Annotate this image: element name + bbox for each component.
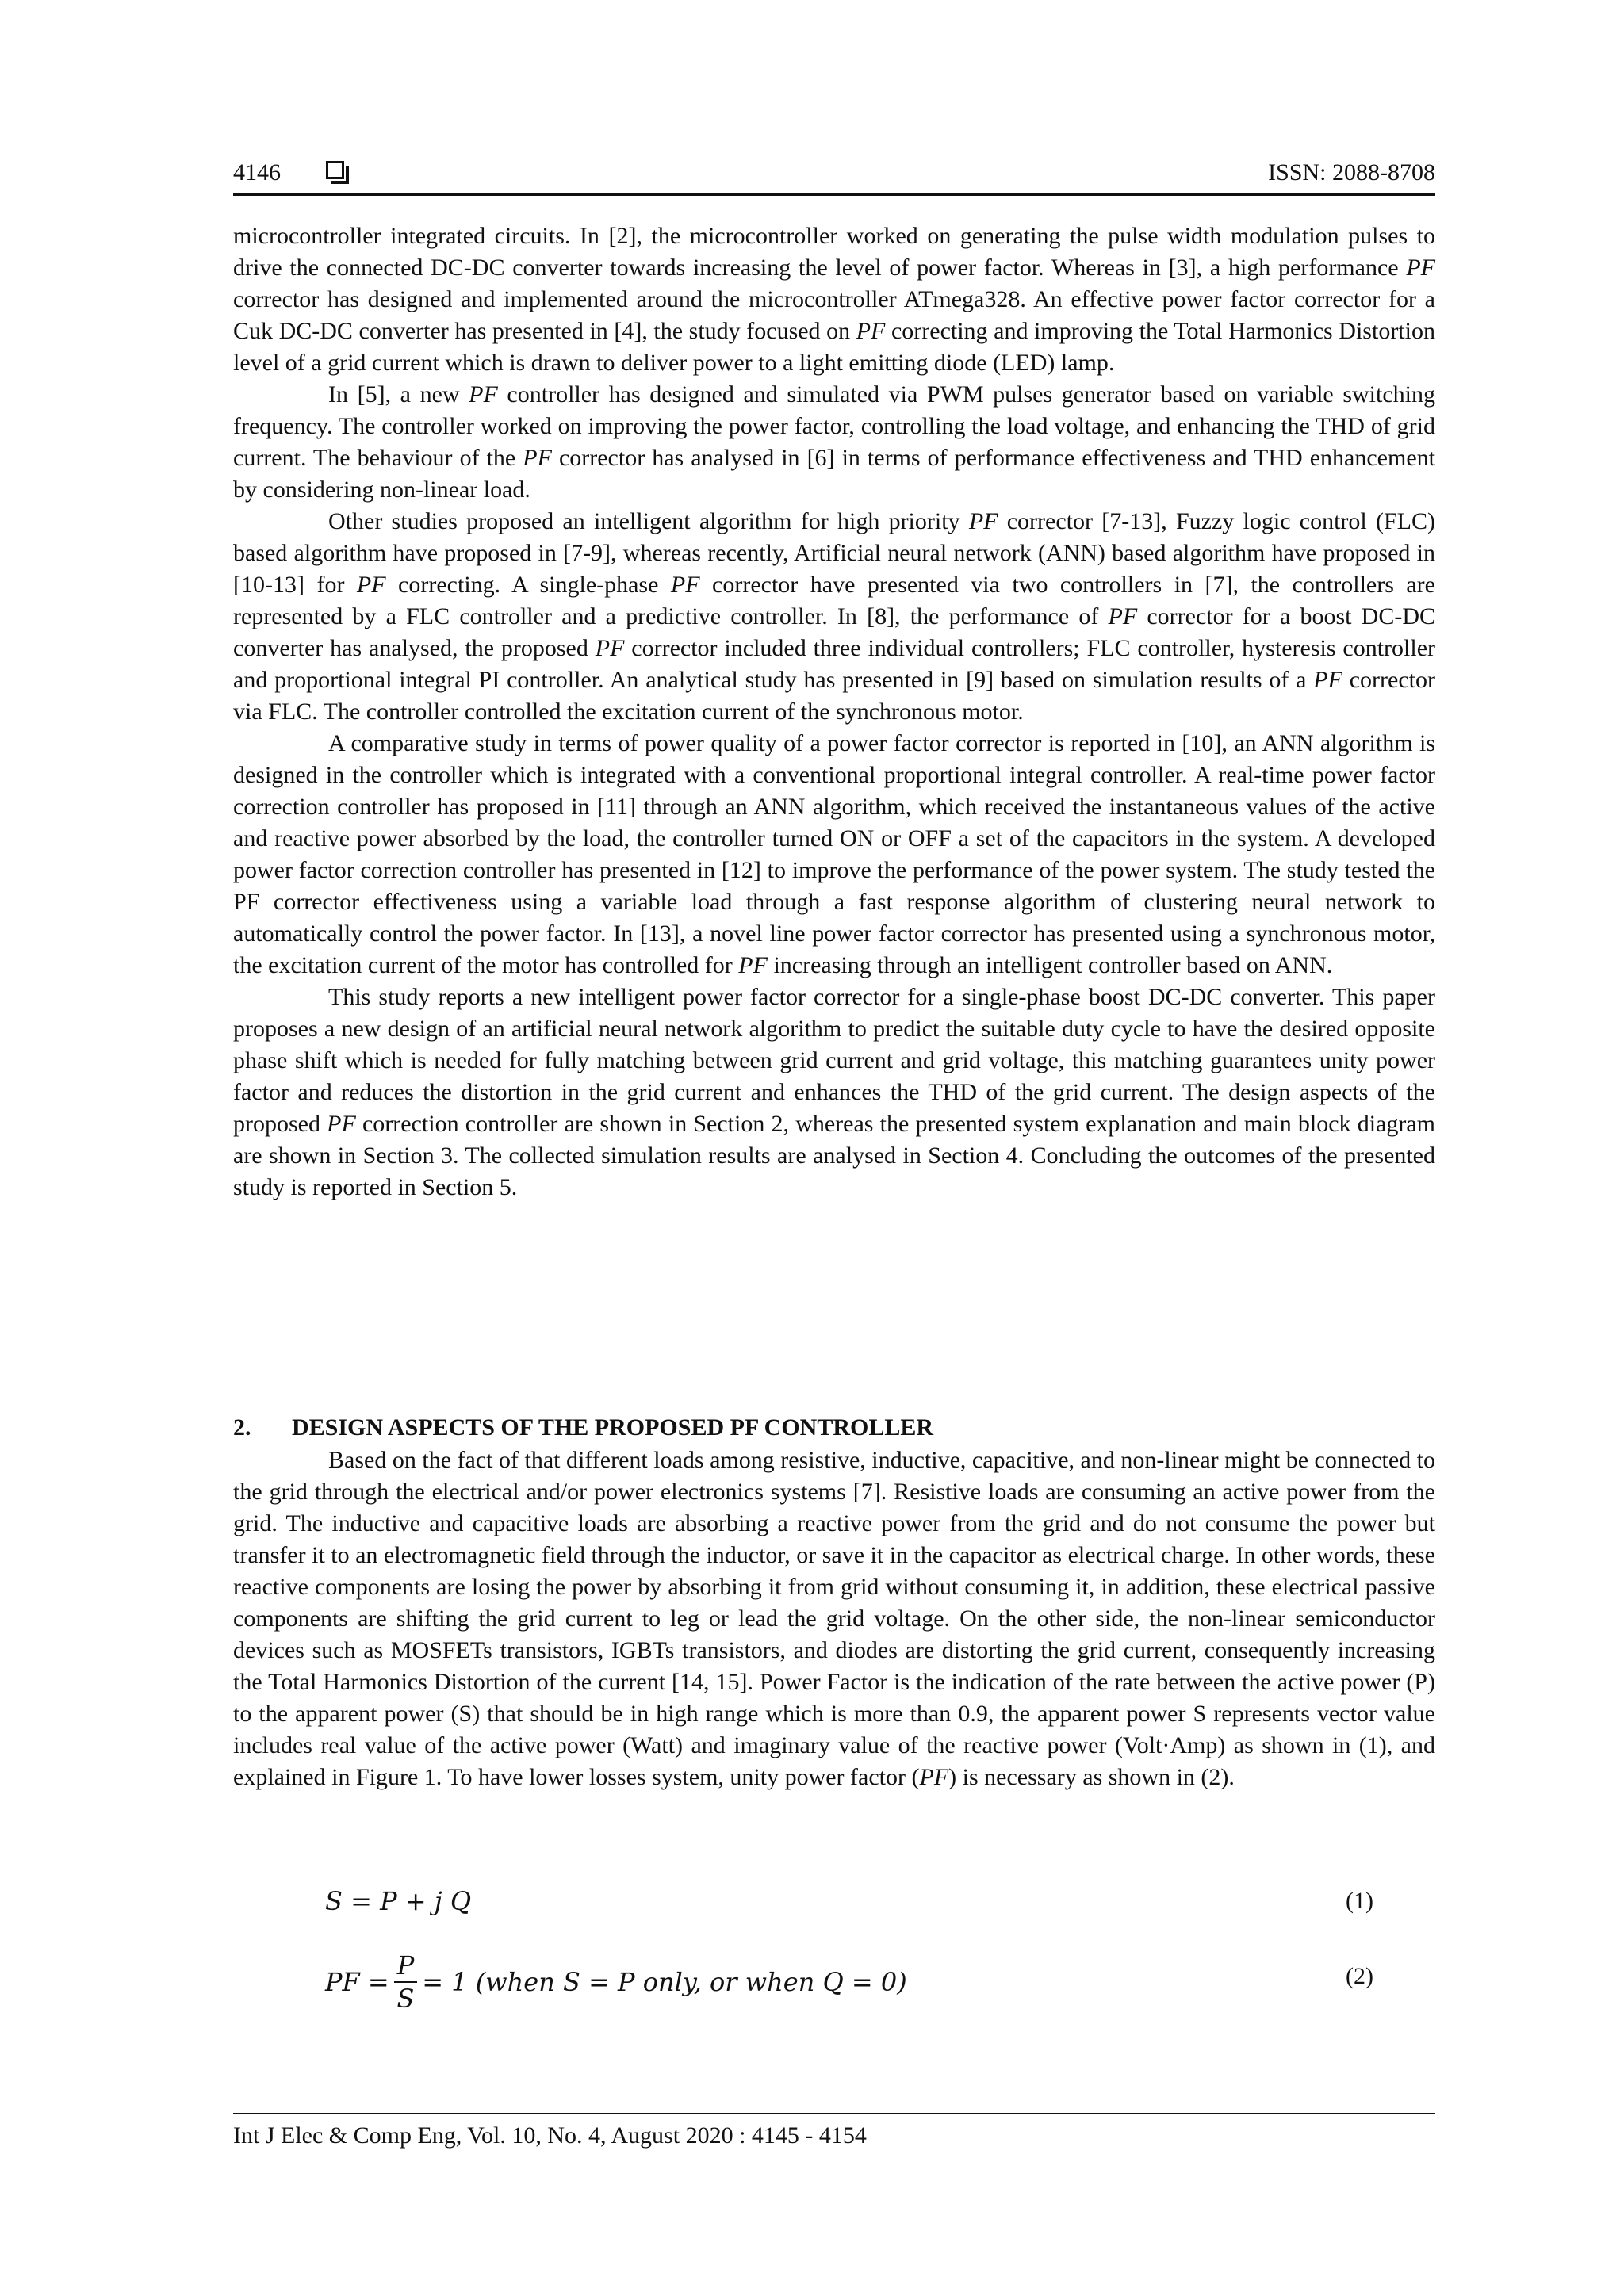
fraction-numerator: P xyxy=(394,1950,418,1983)
paragraph: A comparative study in terms of power quality of a power factor corrector is reported in [10], an ANN algorithm is designed in the controller which is integrated with a conventional proportional integral controller. A real-time power factor correction controller has proposed in [11] through an ANN algorithm, which received the instantaneous values of the active and reactive power absorbed by the load, the controller turned ON or OFF a set of the capacitors in the system. A developed power factor correction controller has presented in [12] to improve the performance of the power system. The study tested the PF corrector effectiveness using a variable load through a fast response algorithm of clustering neural network to automatically control the power factor. In [13], a novel line power factor corrector has presented using a synchronous motor, the excitation current of the motor has controlled for PF increasing through an intelligent controller based on ANN. xyxy=(233,730,1435,978)
section-number: 2. xyxy=(233,1414,251,1441)
section-heading xyxy=(233,1412,1435,1444)
footer-rule xyxy=(233,2113,1435,2114)
equation-rhs: = 1 (when S = P only, or when Q = 0) xyxy=(422,1967,907,1997)
checkbox-bullet-icon xyxy=(326,161,344,179)
body-text xyxy=(233,220,1435,1203)
header-rule xyxy=(233,193,1435,196)
equation-number: (2) xyxy=(1346,1963,1373,1989)
section-title: DESIGN ASPECTS OF THE PROPOSED PF CONTROLLER xyxy=(292,1414,934,1441)
page-number: 4146 xyxy=(233,159,281,186)
paragraph: In [5], a new PF controller has designed and simulated via PWM pulses generator based on variable switching frequency. The controller worked on improving the power factor, controlling the load voltage, and enhancing the THD of grid current. The behaviour of the PF corrector has analysed in [6] in terms of performance effectiveness and THD enhancement by considering non-linear load. xyxy=(233,381,1435,503)
equation-expression: S = P + j Q xyxy=(325,1886,472,1916)
paragraph: Other studies proposed an intelligent algorithm for high priority PF corrector [7-13], Fuzzy logic control (FLC) based algorithm have proposed in [7-9], whereas recently, Artificial neural network (ANN) based algorithm have proposed in [10-13] for PF correcting. A single-phase PF corrector have presented via two controllers in [7], the controllers are represented by a FLC controller and a predictive controller. In [8], the performance of PF corrector for a boost DC-DC converter has analysed, the proposed PF corrector included three individual controllers; FLC controller, hysteresis controller and proportional integral PI controller. An analytical study has presented in [9] based on simulation results of a PF corrector via FLC. The controller controlled the excitation current of the synchronous motor. xyxy=(233,508,1435,725)
equation-number: (1) xyxy=(1346,1888,1373,1914)
page-footer: Int J Elec & Comp Eng, Vol. 10, No. 4, August 2020 : 4145 - 4154 xyxy=(233,2122,867,2149)
fraction-denominator: S xyxy=(396,1984,415,2014)
equation-lhs: PF = xyxy=(325,1967,389,1997)
equation-1 xyxy=(325,1885,1373,1917)
issn: ISSN: 2088-8708 xyxy=(1268,159,1435,186)
page-header xyxy=(233,155,1435,193)
fraction xyxy=(394,1950,418,2015)
paragraph: microcontroller integrated circuits. In [2], the microcontroller worked on generating the pulse width modulation pulses to drive the connected DC-DC converter towards increasing the level of power factor. Whereas in [3], a high performance PF corrector has designed and implemented around the microcontroller ATmega328. An effective power factor corrector for a Cuk DC-DC converter has presented in [4], the study focused on PF correcting and improving the Total Harmonics Distortion level of a grid current which is drawn to deliver power to a light emitting diode (LED) lamp. xyxy=(233,223,1435,376)
equation-2 xyxy=(325,1942,1373,2022)
section-body xyxy=(233,1445,1435,1793)
paragraph: This study reports a new intelligent power factor corrector for a single-phase boost DC-DC converter. This paper proposes a new design of an artificial neural network algorithm to predict the suitable duty cycle to have the desired opposite phase shift which is needed for fully matching between grid current and grid voltage, this matching guarantees unity power factor and reduces the distortion in the grid current and enhances the THD of the grid current. The design aspects of the proposed PF correction controller are shown in Section 2, whereas the presented system explanation and main block diagram are shown in Section 3. The collected simulation results are analysed in Section 4. Concluding the outcomes of the presented study is reported in Section 5. xyxy=(233,984,1435,1200)
paragraph: Based on the fact of that different loads among resistive, inductive, capacitive, and non-linear might be connected to the grid through the electrical and/or power electronics systems [7]. Resistive loads are consuming an active power from the grid. The inductive and capacitive loads are absorbing a reactive power from the grid and do not consume the power but transfer it to an electromagnetic field through the inductor, or save it in the capacitor as electrical charge. In other words, these reactive components are losing the power by absorbing it from grid without consuming it, in addition, these electrical passive components are shifting the grid current to leg or lead the grid voltage. On the other side, the non-linear semiconductor devices such as MOSFETs transistors, IGBTs transistors, and diodes are distorting the grid current, consequently increasing the Total Harmonics Distortion of the current [14, 15]. Power Factor is the indication of the rate between the active power (P) to the apparent power (S) that should be in high range which is more than 0.9, the apparent power S represents vector value includes real value of the active power (Watt) and imaginary value of the reactive power (Volt·Amp) as shown in (1), and explained in Figure 1. To have lower losses system, unity power factor (PF) is necessary as shown in (2). xyxy=(233,1447,1435,1790)
